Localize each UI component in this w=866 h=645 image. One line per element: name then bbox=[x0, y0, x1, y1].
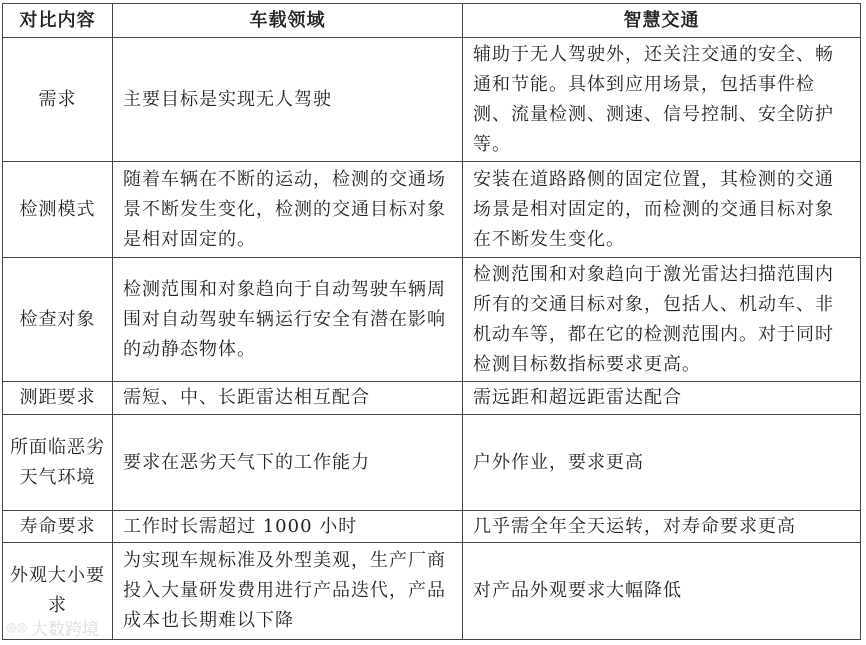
logo-mark-icon: ◎◎ bbox=[6, 620, 27, 634]
table-row bbox=[3, 415, 861, 511]
traffic-cell: 辅助于无人驾驶外，还关注交通的安全、畅通和节能。具体到应用场景，包括事件检测、流量检测、测速、信号控制、安全防护等。 bbox=[463, 38, 861, 162]
watermark-text: 大数跨境 bbox=[30, 619, 99, 640]
table-row bbox=[3, 258, 861, 382]
header-vehicle: 车载领域 bbox=[113, 4, 463, 38]
table-row bbox=[3, 511, 861, 543]
traffic-cell: 安装在道路路侧的固定位置，其检测的交通场景是相对固定的，而检测的交通目标对象在不断发生变化。 bbox=[463, 162, 861, 258]
traffic-cell: 需远距和超远距雷达配合 bbox=[463, 382, 861, 415]
header-item: 对比内容 bbox=[3, 4, 113, 38]
header-row bbox=[3, 4, 861, 38]
traffic-cell: 对产品外观要求大幅降低 bbox=[463, 543, 861, 640]
header-traffic: 智慧交通 bbox=[463, 4, 861, 38]
traffic-cell: 户外作业，要求更高 bbox=[463, 415, 861, 511]
row-label: 外观大小要求 bbox=[3, 543, 113, 640]
traffic-cell: 几乎需全年全天运转，对寿命要求更高 bbox=[463, 511, 861, 543]
traffic-cell: 检测范围和对象趋向于激光雷达扫描范围内所有的交通目标对象，包括人、机动车、非机动车等，都在它的检测范围内。对于同时检测目标数指标要求更高。 bbox=[463, 258, 861, 382]
vehicle-cell: 随着车辆在不断的运动，检测的交通场景不断发生变化，检测的交通目标对象是相对固定的。 bbox=[113, 162, 463, 258]
table-row bbox=[3, 162, 861, 258]
table-row bbox=[3, 543, 861, 640]
row-label: 检测模式 bbox=[3, 162, 113, 258]
vehicle-cell: 要求在恶劣天气下的工作能力 bbox=[113, 415, 463, 511]
row-label: 需求 bbox=[3, 38, 113, 162]
row-label: 所面临恶劣天气环境 bbox=[3, 415, 113, 511]
vehicle-cell: 主要目标是实现无人驾驶 bbox=[113, 38, 463, 162]
row-label: 检查对象 bbox=[3, 258, 113, 382]
row-label: 寿命要求 bbox=[3, 511, 113, 543]
vehicle-cell: 需短、中、长距雷达相互配合 bbox=[113, 382, 463, 415]
comparison-table bbox=[2, 3, 861, 640]
table-row bbox=[3, 38, 861, 162]
table-row bbox=[3, 382, 861, 415]
vehicle-cell: 工作时长需超过 1000 小时 bbox=[113, 511, 463, 543]
row-label: 测距要求 bbox=[3, 382, 113, 415]
vehicle-cell: 检测范围和对象趋向于自动驾驶车辆周围对自动驾驶车辆运行安全有潜在影响的动静态物体。 bbox=[113, 258, 463, 382]
vehicle-cell: 为实现车规标准及外型美观，生产厂商投入大量研发费用进行产品迭代，产品成本也长期难以下降 bbox=[113, 543, 463, 640]
